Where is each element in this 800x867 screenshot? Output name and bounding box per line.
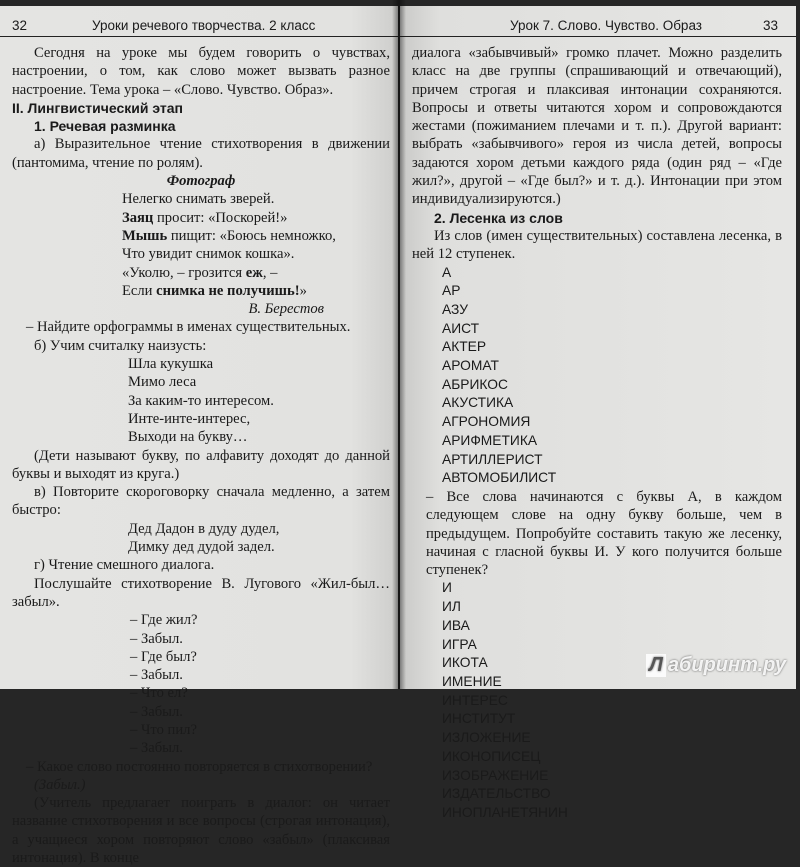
ladder-word: ИКОНОПИСЕЦ	[442, 748, 541, 764]
intro-paragraph: Сегодня на уроке мы будем говорить о чувствах, настроении, о том, как слово может вызвать разное настроение. Тема урока – «Слово. Чувство. Образ».	[12, 45, 390, 98]
rhyme-line: Выходи на букву…	[128, 429, 248, 446]
task-v: в) Повторите скороговорку сначала медленно, а затем быстро:	[12, 484, 390, 519]
poem-line	[12, 209, 390, 227]
page-number-left: 32	[12, 18, 28, 33]
task-g: г) Чтение смешного диалога.	[34, 557, 215, 574]
ladder-word: А	[442, 264, 452, 280]
right-page	[400, 6, 796, 820]
poem-line	[12, 190, 390, 208]
ladder-task: – Все слова начинаются с буквы А, в каждом следующем слове на одну букву больше, чем в предыдущем. Попробуйте составить такую же лесенку, начиная с гласной буквы И. У кого получится больше ступенек?	[426, 489, 782, 579]
ladder-word: АКУСТИКА	[442, 395, 514, 411]
ladder-word: ИЛ	[442, 599, 461, 615]
poem-fragment: Мышь	[122, 227, 168, 244]
section-heading: II. Лингвистический этап	[12, 99, 184, 116]
page-number-right: 33	[762, 18, 778, 33]
tongue-twister-line: Димку дед дудой задел.	[128, 539, 275, 556]
ladder-word: АБРИКОС	[442, 376, 508, 392]
ladder-word: ИНОПЛАНЕТЯНИН	[442, 804, 568, 820]
teacher-note-continued: диалога «забывчивый» громко плачет. Можно разделить класс на две группы (спрашивающий и отвечающий), причем строгая и плаксивая интонации сохраняются. Вопросы и ответы читаются хором и сопровождаются жестами (пожиманием плечами и т. п.). Другой вариант: выбрать «забывчивого» героя из числа детей, вопросы задаются хором детьми каждого ряда (один ряд – «Где жил?», другой – «Где был?» и т. д.). Интонации при этом индивидуализируются.)	[412, 45, 782, 208]
ladder-word: ИЗДАТЕЛЬСТВО	[442, 786, 551, 802]
left-page-text	[12, 44, 390, 867]
funny-dialog	[12, 611, 390, 757]
poem-fragment: , –	[262, 264, 278, 281]
dialog-line: – Что пил?	[130, 721, 197, 738]
rhyme-line: Мимо леса	[128, 374, 197, 391]
teacher-note: (Учитель предлагает поиграть в диалог: он читает название стихотворения и все вопросы (строгая интонация), а учащиеся хором повторяют слово «забыл» (плаксивая интонация). В конце	[12, 795, 390, 867]
poem-fragment: пищит: «Боюсь немножко,	[167, 227, 336, 244]
answer: (Забыл.)	[34, 776, 86, 793]
ladder-word: АРОМАТ	[442, 358, 499, 374]
tongue-twister-line: Дед Дадон в дуду дудел,	[128, 520, 280, 537]
rhyme-line: За каким-то интересом.	[128, 392, 274, 409]
poem-line	[12, 264, 390, 282]
poem-fragment: «Уколю, – грозится	[122, 264, 246, 281]
poem-fragment: Если	[122, 282, 157, 299]
left-running-header	[0, 16, 398, 37]
ladder-word: ИЗЛОЖЕНИЕ	[442, 730, 531, 746]
poem-fragment: Нелегко снимать зверей.	[122, 191, 275, 208]
task-a: а) Выразительное чтение стихотворения в движении (пантомима, чтение по ролям).	[12, 136, 390, 171]
ladder-word: ИНСТИТУТ	[442, 711, 516, 727]
poem-fragment: Что увидит снимок кошка».	[122, 246, 295, 263]
left-page	[0, 6, 398, 867]
poem-line	[12, 282, 390, 300]
labirint-watermark: Л абиринт.ру	[646, 654, 786, 677]
running-head-right: Урок 7. Слово. Чувство. Образ	[510, 18, 702, 33]
subsection-heading-2: 2. Лесенка из слов	[434, 209, 563, 226]
ladder-word: АКТЕР	[442, 339, 487, 355]
poem-fragment: еж	[245, 264, 263, 281]
listen-instruction: Послушайте стихотворение В. Лугового «Жил-был… забыл».	[12, 575, 390, 610]
dialog-line: – Забыл.	[130, 630, 183, 647]
ladder-word: АИСТ	[442, 320, 480, 336]
dialog-line: – Что ел?	[130, 685, 188, 702]
right-running-header	[400, 16, 796, 37]
running-head-left: Уроки речевого творчества. 2 класс	[92, 18, 316, 33]
ladder-word: АВТОМОБИЛИСТ	[442, 470, 557, 486]
word-ladder-a	[412, 264, 782, 488]
subsection-heading-1: 1. Речевая разминка	[34, 118, 176, 135]
ladder-word: АГРОНОМИЯ	[442, 414, 531, 430]
ladder-word: ИГРА	[442, 636, 477, 652]
rhyme-line: Шла кукушка	[128, 356, 214, 373]
ladder-word: ИМЕНИЕ	[442, 674, 502, 689]
poem-line	[12, 245, 390, 263]
ladder-word: И	[442, 580, 452, 596]
dialog-line: – Забыл.	[130, 740, 183, 757]
ladder-word: АРИФМЕТИКА	[442, 432, 538, 448]
ladder-word: АРТИЛЛЕРИСТ	[442, 451, 543, 467]
poem-fragment: снимка не получишь!	[156, 282, 300, 299]
tongue-twister	[12, 520, 390, 557]
question-orthograms: – Найдите орфограммы в именах существительных.	[26, 319, 351, 336]
rhyme-line: Инте-инте-интерес,	[128, 410, 251, 427]
task-b: б) Учим считалку наизусть:	[34, 337, 207, 354]
poem	[12, 190, 390, 300]
dialog-line: – Где был?	[130, 648, 197, 665]
counting-rhyme	[12, 355, 390, 446]
ladder-word: ИНТЕРЕС	[442, 692, 508, 708]
poem-title: Фотограф	[166, 173, 236, 190]
poem-fragment: просит: «Поскорей!»	[153, 209, 288, 226]
dialog-line: – Где жил?	[130, 612, 198, 629]
ladder-word: ИКОТА	[442, 655, 488, 671]
right-page-text	[412, 44, 782, 823]
question-repeated-word: – Какое слово постоянно повторяется в стихотворении?	[26, 758, 373, 775]
poem-fragment: Заяц	[122, 209, 154, 226]
ladder-word: АЗУ	[442, 301, 468, 317]
ladder-word: АР	[442, 283, 461, 299]
book-gutter	[392, 0, 406, 689]
rhyme-note: (Дети называют букву, по алфавиту доходят до данной буквы и выходят из круга.)	[12, 447, 390, 482]
ladder-word: ИЗОБРАЖЕНИЕ	[442, 767, 549, 783]
word-ladder-i	[412, 579, 782, 822]
poem-author: В. Берестов	[248, 301, 324, 318]
ladder-word: ИВА	[442, 617, 470, 633]
poem-line	[12, 227, 390, 245]
ladder-intro: Из слов (имен существительных) составлена лесенка, в ней 12 ступенек.	[412, 227, 782, 263]
dialog-line: – Забыл.	[130, 703, 183, 720]
dialog-line: – Забыл.	[130, 667, 183, 684]
poem-fragment: »	[299, 282, 307, 299]
